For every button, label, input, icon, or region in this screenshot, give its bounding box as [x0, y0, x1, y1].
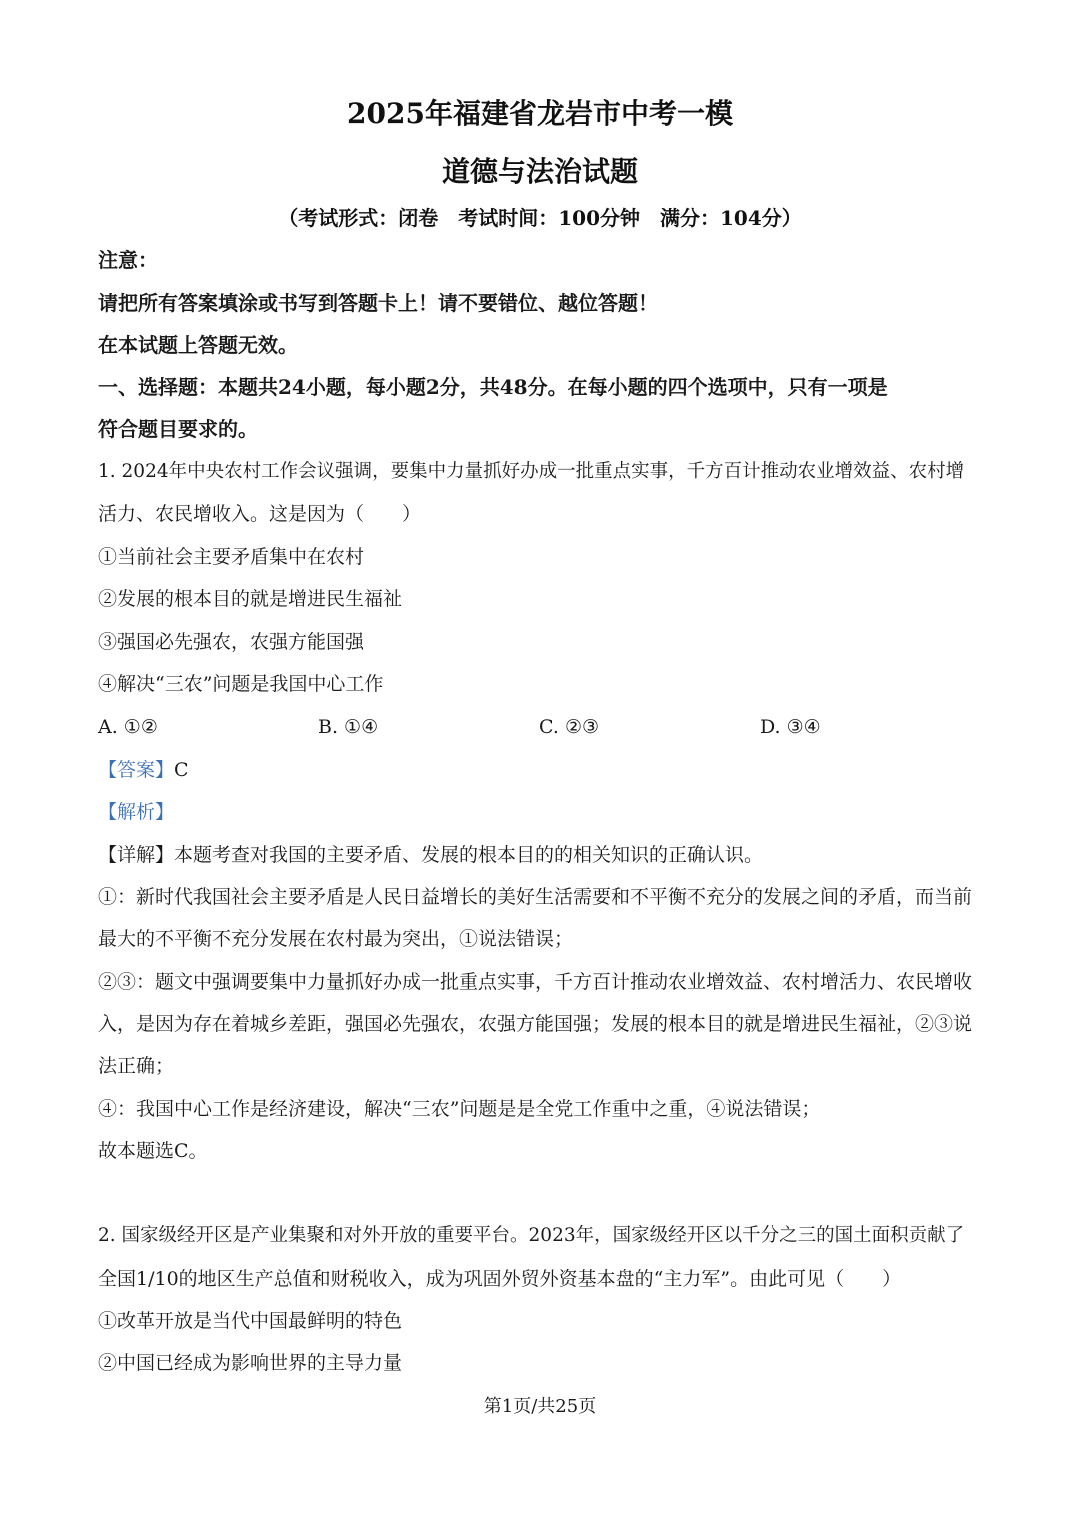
q1-detail-line-4: ②③：题文中强调要集中力量抓好办成一批重点实事，千方百计推动农业增效益、农村增活力、农民增收 — [98, 971, 973, 993]
q1-item-4: ④解决“三农”问题是我国中心工作 — [98, 673, 384, 695]
answer-value: C — [174, 759, 189, 781]
q1-item-3: ③强国必先强农，农强方能国强 — [98, 631, 365, 653]
q1-option-d: D. ③④ — [760, 716, 821, 738]
q1-option-a: A. ①② — [98, 716, 158, 738]
section-heading-2: 符合题目要求的。 — [98, 417, 258, 441]
exam-info: （考试形式：闭卷 考试时间：100分钟 满分：104分） — [278, 206, 802, 230]
q1-detail-line-7: ④：我国中心工作是经济建设，解决“三农”问题是是全党工作重中之重，④说法错误； — [98, 1098, 821, 1120]
q1-analysis-label: 【解析】 — [98, 801, 175, 823]
answer-label: 【答案】 — [98, 759, 175, 781]
q1-answer — [98, 757, 984, 783]
q1-stem-line-2: 活力、农民增收入。这是因为（ ） — [98, 503, 422, 525]
q1-option-c: C. ②③ — [539, 716, 600, 738]
notice-line-1: 请把所有答案填涂或书写到答题卡上！请不要错位、越位答题！ — [98, 291, 658, 315]
q1-detail-line-6: 法正确； — [98, 1055, 175, 1077]
q2-item-1: ①改革开放是当代中国最鲜明的特色 — [98, 1310, 403, 1332]
q1-detail-line-8: 故本题选C。 — [98, 1140, 208, 1162]
notice-line-2: 在本试题上答题无效。 — [98, 333, 298, 357]
q2-stem-line-1: 2. 国家级经开区是产业集聚和对外开放的重要平台。2023年，国家级经开区以千分之三的国土面积贡献了 — [98, 1225, 965, 1246]
q1-option-b: B. ①④ — [318, 716, 379, 738]
q1-detail-line-2: ①：新时代我国社会主要矛盾是人民日益增长的美好生活需要和不平衡不充分的发展之间的矛盾，而当前 — [98, 886, 973, 908]
q1-detail-line-5: 入，是因为存在着城乡差距，强国必先强农，农强方能国强；发展的根本目的就是增进民生福祉，②③说 — [98, 1013, 973, 1035]
q1-item-2: ②发展的根本目的就是增进民生福祉 — [98, 588, 403, 610]
q1-stem-line-1: 1. 2024年中央农村工作会议强调，要集中力量抓好办成一批重点实事，千方百计推动农业增效益、农村增 — [98, 461, 965, 482]
q1-detail-line-1: 【详解】本题考查对我国的主要矛盾、发展的根本目的的相关知识的正确认识。 — [98, 844, 764, 866]
exam-title: 2025年福建省龙岩市中考一模 — [347, 97, 733, 130]
exam-subtitle: 道德与法治试题 — [441, 155, 638, 188]
notice-label: 注意： — [98, 248, 158, 272]
page-number: 第1页/共25页 — [483, 1396, 597, 1417]
q2-item-2: ②中国已经成为影响世界的主导力量 — [98, 1352, 403, 1374]
q1-item-1: ①当前社会主要矛盾集中在农村 — [98, 546, 365, 568]
section-heading-1: 一、选择题：本题共24小题，每小题2分，共48分。在每小题的四个选项中，只有一项是 — [98, 375, 888, 399]
q2-stem-line-2: 全国1/10的地区生产总值和财税收入，成为巩固外贸外资基本盘的“主力军”。由此可见（ ） — [98, 1268, 902, 1290]
q1-detail-line-3: 最大的不平衡不充分发展在农村最为突出，①说法错误； — [98, 928, 574, 950]
